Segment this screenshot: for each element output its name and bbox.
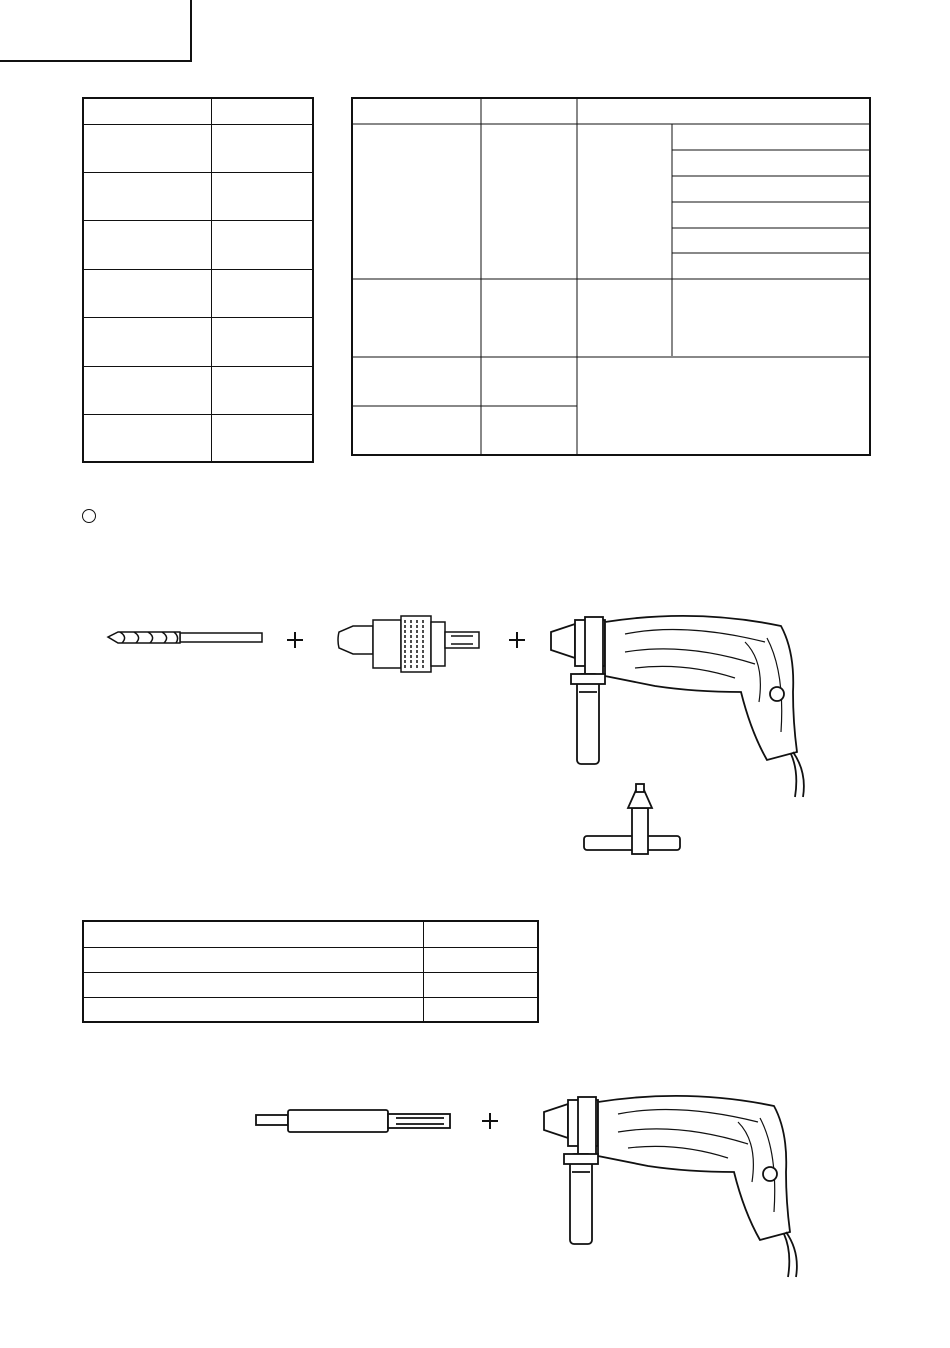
plus-sign-2 bbox=[509, 632, 525, 648]
hammer-drill-icon-2 bbox=[538, 1092, 808, 1282]
table-cell bbox=[83, 921, 423, 947]
chuck-adapter-icon bbox=[335, 610, 485, 670]
table-row bbox=[83, 921, 538, 947]
table-cell bbox=[83, 997, 423, 1022]
table-cell bbox=[83, 972, 423, 997]
table-cell bbox=[423, 972, 538, 997]
plus-sign-3 bbox=[482, 1113, 498, 1129]
chuck-key-icon bbox=[580, 784, 690, 864]
table-cell bbox=[423, 921, 538, 947]
table-cell bbox=[83, 947, 423, 972]
table-cell bbox=[423, 947, 538, 972]
note-circle-marker bbox=[82, 509, 96, 523]
right-spec-table bbox=[0, 0, 950, 470]
table-cell bbox=[423, 997, 538, 1022]
bottom-spec-table bbox=[82, 920, 539, 1023]
hammer-drill-icon bbox=[545, 612, 815, 802]
table-row bbox=[83, 972, 538, 997]
plus-sign-1 bbox=[287, 632, 303, 648]
table-row bbox=[83, 997, 538, 1022]
table-row bbox=[83, 947, 538, 972]
drill-bit-icon bbox=[100, 625, 270, 655]
sds-adapter-icon bbox=[250, 1106, 460, 1136]
